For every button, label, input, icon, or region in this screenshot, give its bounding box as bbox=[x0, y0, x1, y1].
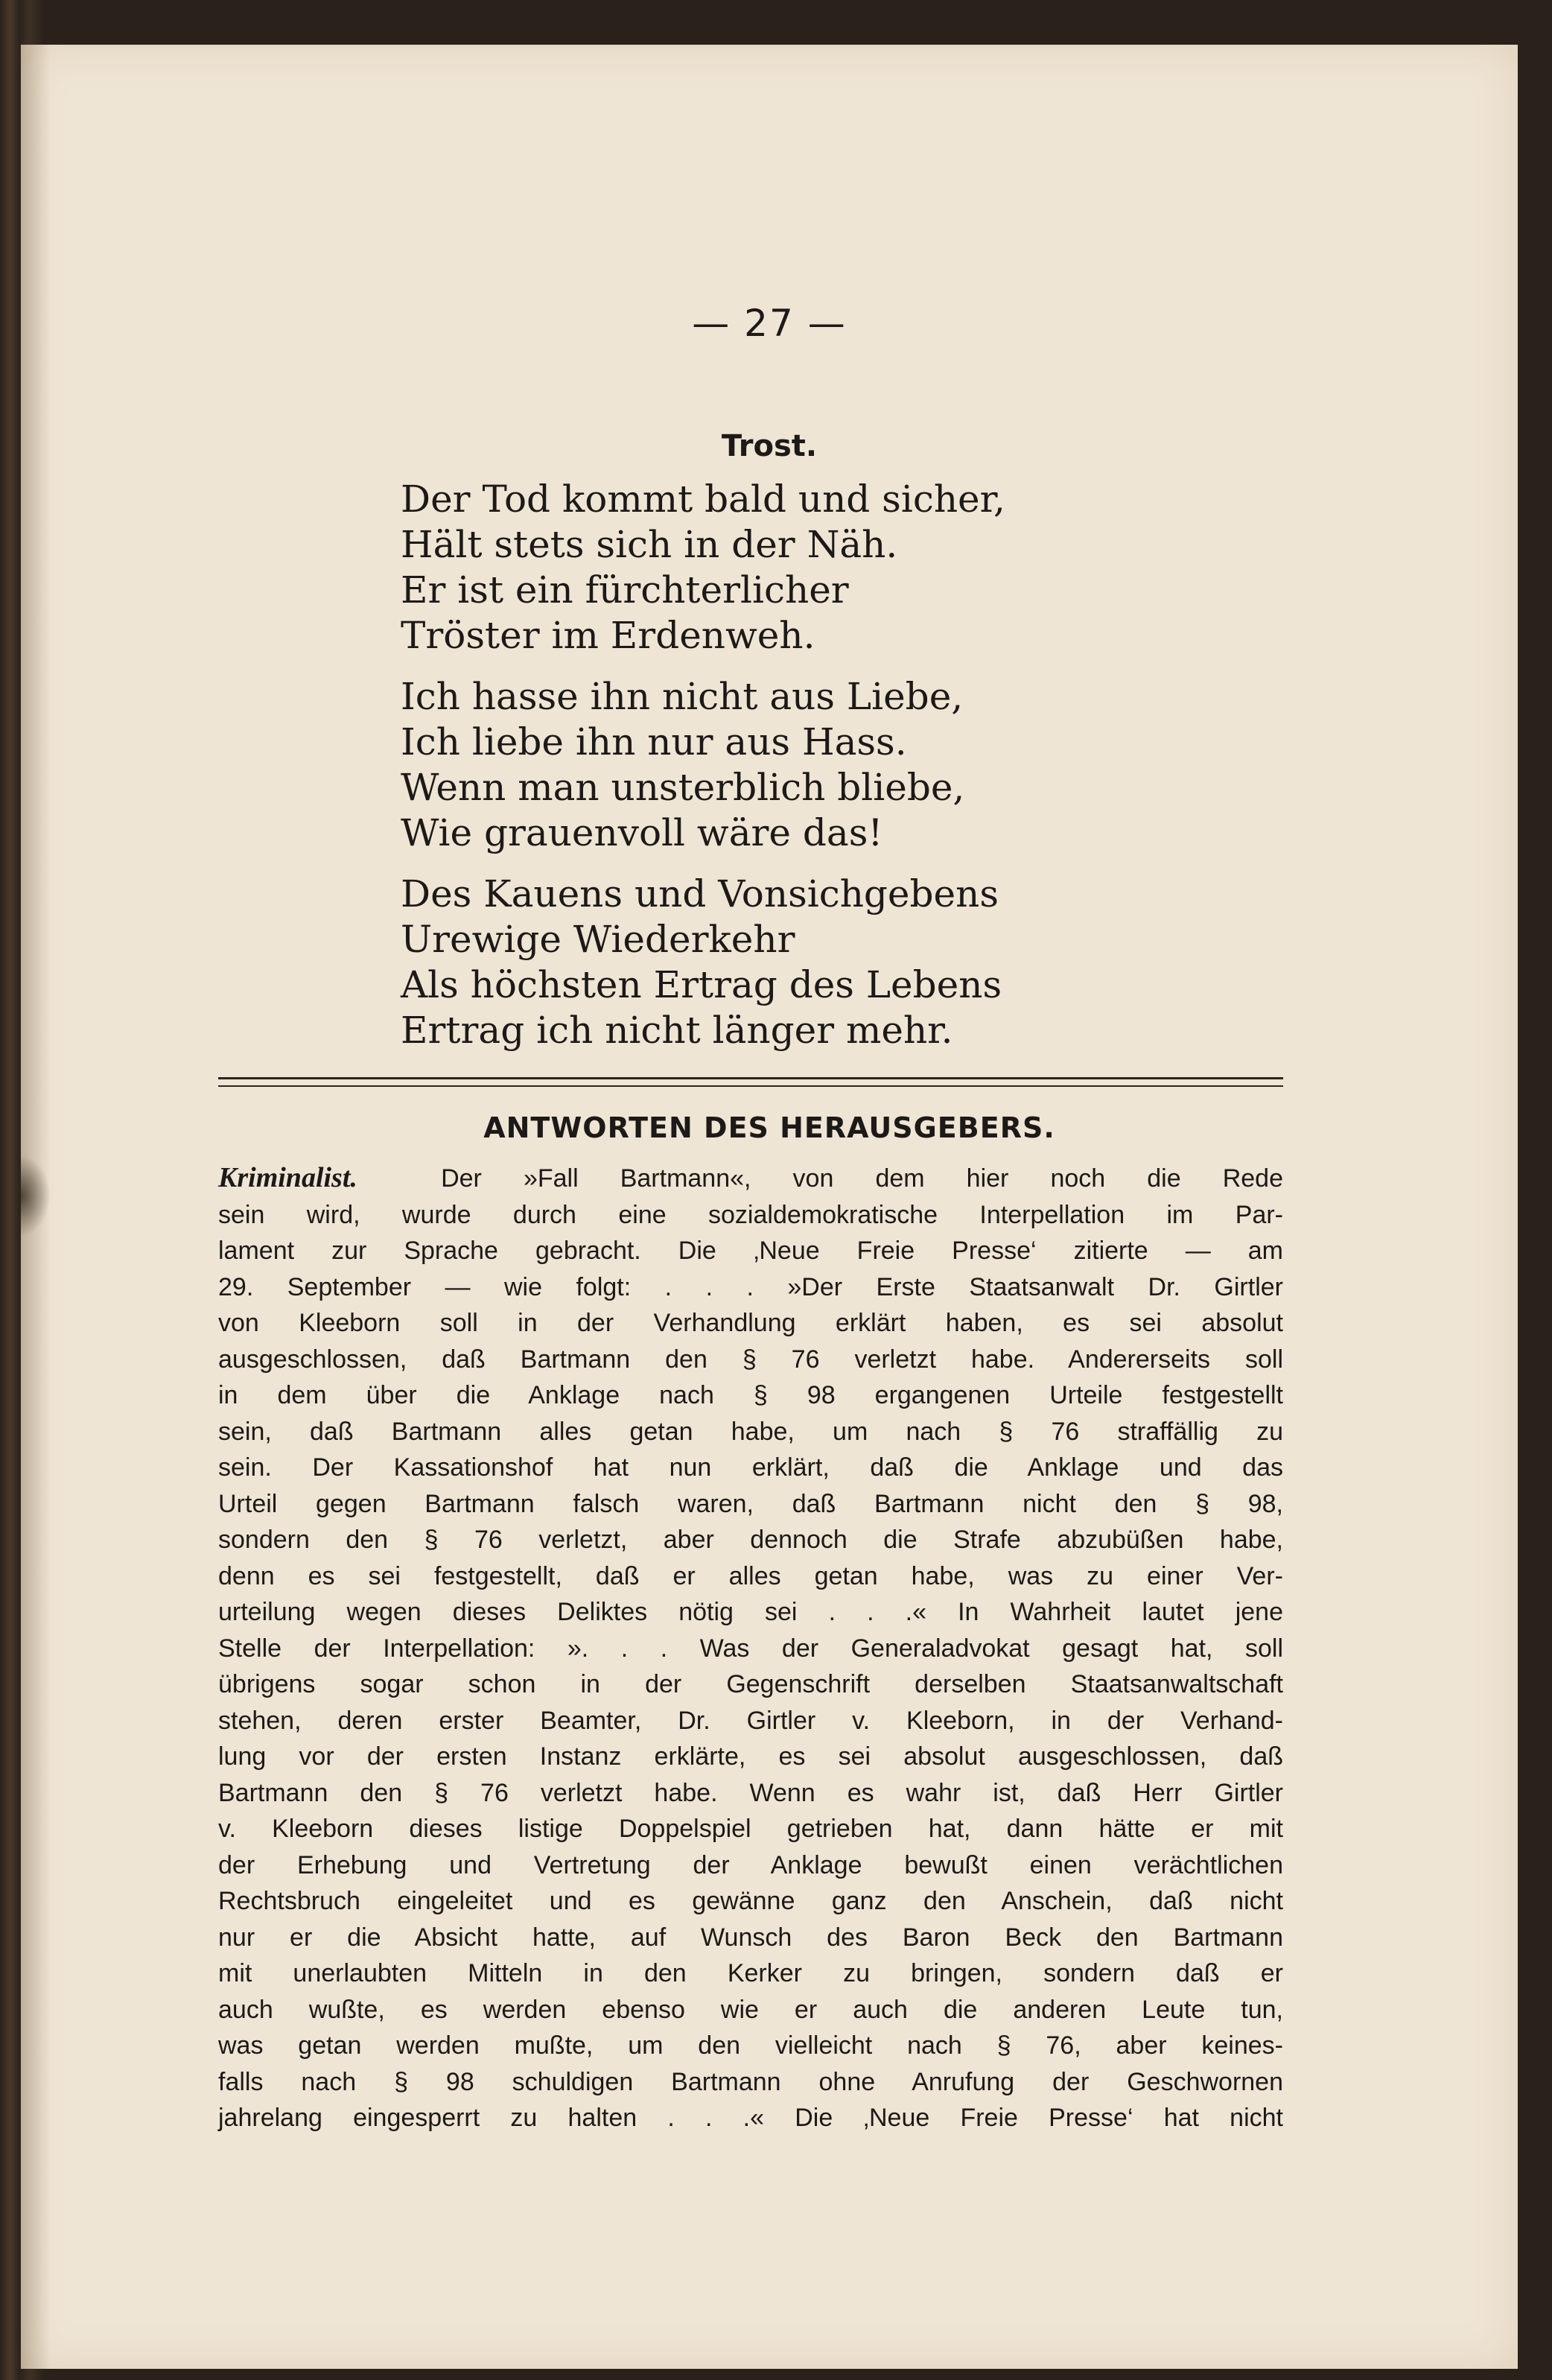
body-line: der Erhebung und Vertretung der Anklage bewußt einen verächtlichen bbox=[218, 1850, 1283, 1879]
body-line: in dem über die Anklage nach § 98 ergangenen Urteile festgestellt bbox=[218, 1381, 1283, 1409]
section-divider-top bbox=[218, 1077, 1283, 1079]
body-line-first bbox=[218, 1160, 1283, 1197]
body-line: übrigens sogar schon in der Gegenschrift derselben Staatsanwaltschaft bbox=[218, 1670, 1283, 1698]
body-line: falls nach § 98 schuldigen Bartmann ohne Anrufung der Geschwornen bbox=[218, 2067, 1283, 2096]
body-line: Rechtsbruch eingeleitet und es gewänne ganz den Anschein, daß nicht bbox=[218, 1887, 1283, 1915]
poem-line: Hält stets sich in der Näh. bbox=[401, 523, 898, 566]
body-line: auch wußte, es werden ebenso wie er auch die anderen Leute tun, bbox=[218, 1995, 1283, 2024]
page-stain bbox=[21, 1155, 51, 1237]
body-line: urteilung wegen dieses Deliktes nötig sei . . .« In Wahrheit lautet jene bbox=[218, 1598, 1283, 1626]
body-line: 29. September — wie folgt: . . . »Der Erste Staatsanwalt Dr. Girtler bbox=[218, 1272, 1283, 1301]
poem-line: Als höchsten Ertrag des Lebens bbox=[401, 963, 1002, 1006]
body-line: ausgeschlossen, daß Bartmann den § 76 verletzt habe. Andererseits soll bbox=[218, 1345, 1283, 1374]
body-line-text: Der »Fall Bartmann«, von dem hier noch die Rede bbox=[441, 1164, 1283, 1193]
lead-word: Kriminalist. bbox=[218, 1162, 357, 1193]
body-line: nur er die Absicht hatte, auf Wunsch des Baron Beck den Bartmann bbox=[218, 1923, 1283, 1952]
book-page bbox=[21, 45, 1518, 2369]
body-line: sein, daß Bartmann alles getan habe, um nach § 76 straffällig zu bbox=[218, 1417, 1283, 1446]
poem-stanza bbox=[401, 872, 1294, 1053]
body-line: v. Kleeborn dieses listige Doppelspiel getrieben hat, dann hätte er mit bbox=[218, 1815, 1283, 1843]
poem-stanza bbox=[401, 477, 1294, 659]
poem-stanza bbox=[401, 674, 1294, 856]
poem-line: Des Kauens und Vonsichgebens bbox=[401, 872, 999, 915]
poem-line: Tröster im Erdenweh. bbox=[401, 614, 815, 657]
poem bbox=[401, 477, 1294, 1069]
body-line: lung vor der ersten Instanz erklärte, es sei absolut ausgeschlossen, daß bbox=[218, 1742, 1283, 1771]
body-line: was getan werden mußte, um den vielleicht nach § 76, aber keines- bbox=[218, 2031, 1283, 2060]
body-line: sondern den § 76 verletzt, aber dennoch die Strafe abzubüßen habe, bbox=[218, 1526, 1283, 1554]
section-heading: ANTWORTEN DES HERAUSGEBERS. bbox=[483, 1111, 1055, 1144]
body-line: von Kleeborn soll in der Verhandlung erklärt haben, es sei absolut bbox=[218, 1309, 1283, 1337]
poem-line: Ich liebe ihn nur aus Hass. bbox=[401, 720, 907, 764]
page-number: — 27 — bbox=[692, 302, 847, 345]
section-body bbox=[218, 1160, 1283, 2136]
section-divider-bottom bbox=[218, 1085, 1283, 1087]
poem-line: Er ist ein fürchterlicher bbox=[401, 568, 849, 612]
poem-line: Ertrag ich nicht länger mehr. bbox=[401, 1009, 953, 1052]
body-line: Bartmann den § 76 verletzt habe. Wenn es wahr ist, daß Herr Girtler bbox=[218, 1778, 1283, 1807]
poem-line: Wenn man unsterblich bliebe, bbox=[401, 766, 965, 809]
body-line: jahrelang eingesperrt zu halten . . .« Die ‚Neue Freie Presse‘ hat nicht bbox=[218, 2104, 1283, 2132]
body-line: denn es sei festgestellt, daß er alles getan habe, was zu einer Ver- bbox=[218, 1561, 1283, 1590]
body-line: stehen, deren erster Beamter, Dr. Girtler v. Kleeborn, in der Verhand- bbox=[218, 1706, 1283, 1735]
body-line: Urteil gegen Bartmann falsch waren, daß Bartmann nicht den § 98, bbox=[218, 1489, 1283, 1518]
poem-line: Der Tod kommt bald und sicher, bbox=[401, 477, 1005, 521]
poem-title: Trost. bbox=[721, 429, 818, 463]
poem-line: Ich hasse ihn nicht aus Liebe, bbox=[401, 675, 964, 718]
poem-line: Wie grauenvoll wäre das! bbox=[401, 811, 883, 854]
body-line: sein wird, wurde durch eine sozialdemokratische Interpellation im Par- bbox=[218, 1200, 1283, 1229]
body-line: lament zur Sprache gebracht. Die ‚Neue Freie Presse‘ zitierte — am bbox=[218, 1237, 1283, 1265]
body-line: mit unerlaubten Mitteln in den Kerker zu bringen, sondern daß er bbox=[218, 1959, 1283, 1987]
poem-line: Urewige Wiederkehr bbox=[401, 918, 795, 961]
body-line: Stelle der Interpellation: ». . . Was der Generaladvokat gesagt hat, soll bbox=[218, 1634, 1283, 1663]
body-line: sein. Der Kassationshof hat nun erklärt, daß die Anklage und das bbox=[218, 1453, 1283, 1482]
